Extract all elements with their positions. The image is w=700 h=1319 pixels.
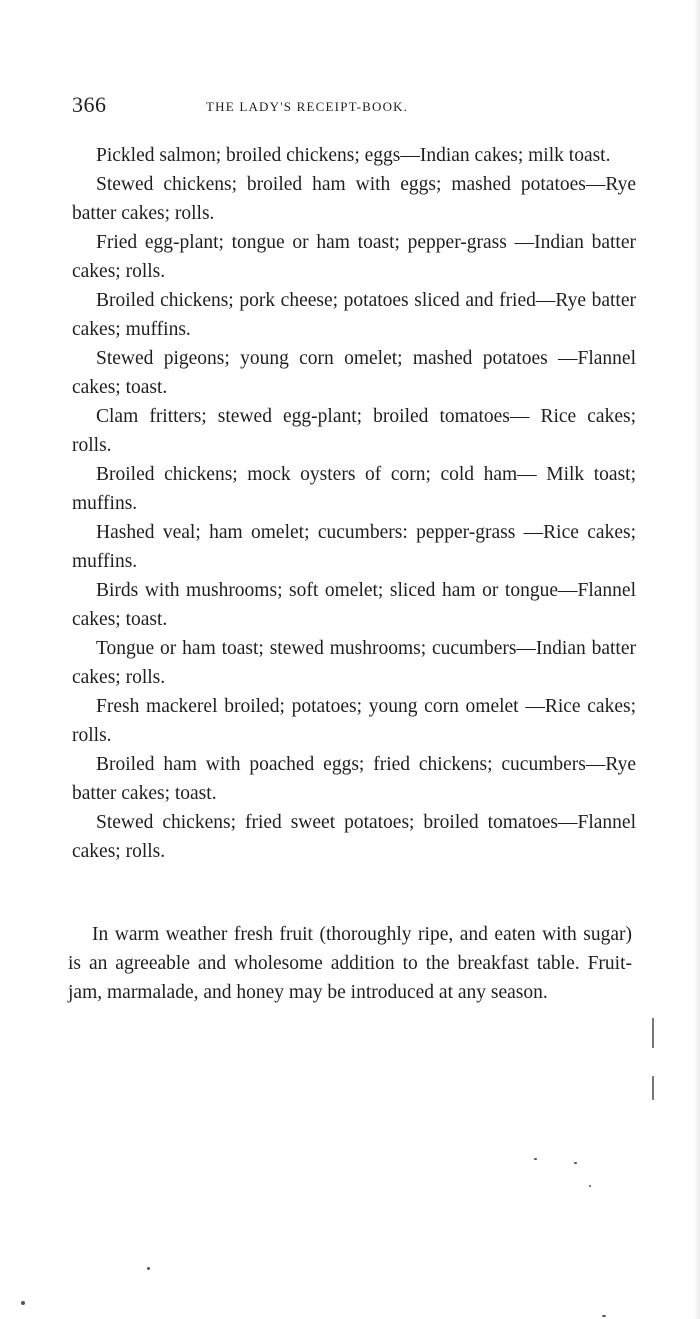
paper-speck [147, 1267, 150, 1270]
paper-speck [534, 1158, 537, 1160]
menu-entry: Broiled ham with poached eggs; fried chickens; cucumbers—Rye batter cakes; toast. [72, 754, 636, 804]
menu-entry: Stewed chickens; broiled ham with eggs; mashed potatoes—Rye batter cakes; rolls. [72, 174, 636, 224]
menu-entry: Fried egg-plant; tongue or ham toast; pepper-grass —Indian batter cakes; rolls. [72, 232, 636, 282]
margin-mark [652, 1018, 654, 1048]
menu-entry: Pickled salmon; broiled chickens; eggs—Indian cakes; milk toast. [96, 145, 611, 166]
menu-entry: Clam fritters; stewed egg-plant; broiled tomatoes— Rice cakes; rolls. [72, 406, 636, 456]
breakfast-menu-list [72, 141, 636, 866]
menu-entry: Broiled chickens; pork cheese; potatoes sliced and fried—Rye batter cakes; muffins. [72, 290, 636, 340]
page-number: 366 [72, 92, 107, 117]
running-title: THE LADY'S RECEIPT-BOOK. [206, 99, 409, 114]
menu-entry: Stewed pigeons; young corn omelet; mashed potatoes —Flannel cakes; toast. [72, 348, 636, 398]
menu-entry: Broiled chickens; mock oysters of corn; cold ham— Milk toast; muffins. [72, 464, 636, 514]
paper-speck [589, 1185, 591, 1187]
menu-entry: Tongue or ham toast; stewed mushrooms; cucumbers—Indian batter cakes; rolls. [72, 638, 636, 688]
margin-mark [652, 1076, 654, 1100]
menu-entry: Stewed chickens; fried sweet potatoes; broiled tomatoes—Flannel cakes; rolls. [72, 812, 636, 862]
paper-speck [574, 1162, 577, 1164]
closing-paragraph: In warm weather fresh fruit (thoroughly ripe, and eaten with sugar) is an agreeable and wholesome addition to the breakfast table. Fruit-jam, marmalade, and honey may be introduced at any season. [68, 924, 632, 1003]
page-header [72, 92, 632, 122]
menu-entry: Hashed veal; ham omelet; cucumbers: pepper-grass —Rice cakes; muffins. [72, 522, 636, 572]
menu-entry: Fresh mackerel broiled; potatoes; young corn omelet —Rice cakes; rolls. [72, 696, 636, 746]
menu-entry: Birds with mushrooms; soft omelet; sliced ham or tongue—Flannel cakes; toast. [72, 580, 636, 630]
paper-speck [21, 1301, 25, 1305]
page-edge-shadow [694, 0, 700, 1319]
paper-speck [602, 1315, 606, 1317]
